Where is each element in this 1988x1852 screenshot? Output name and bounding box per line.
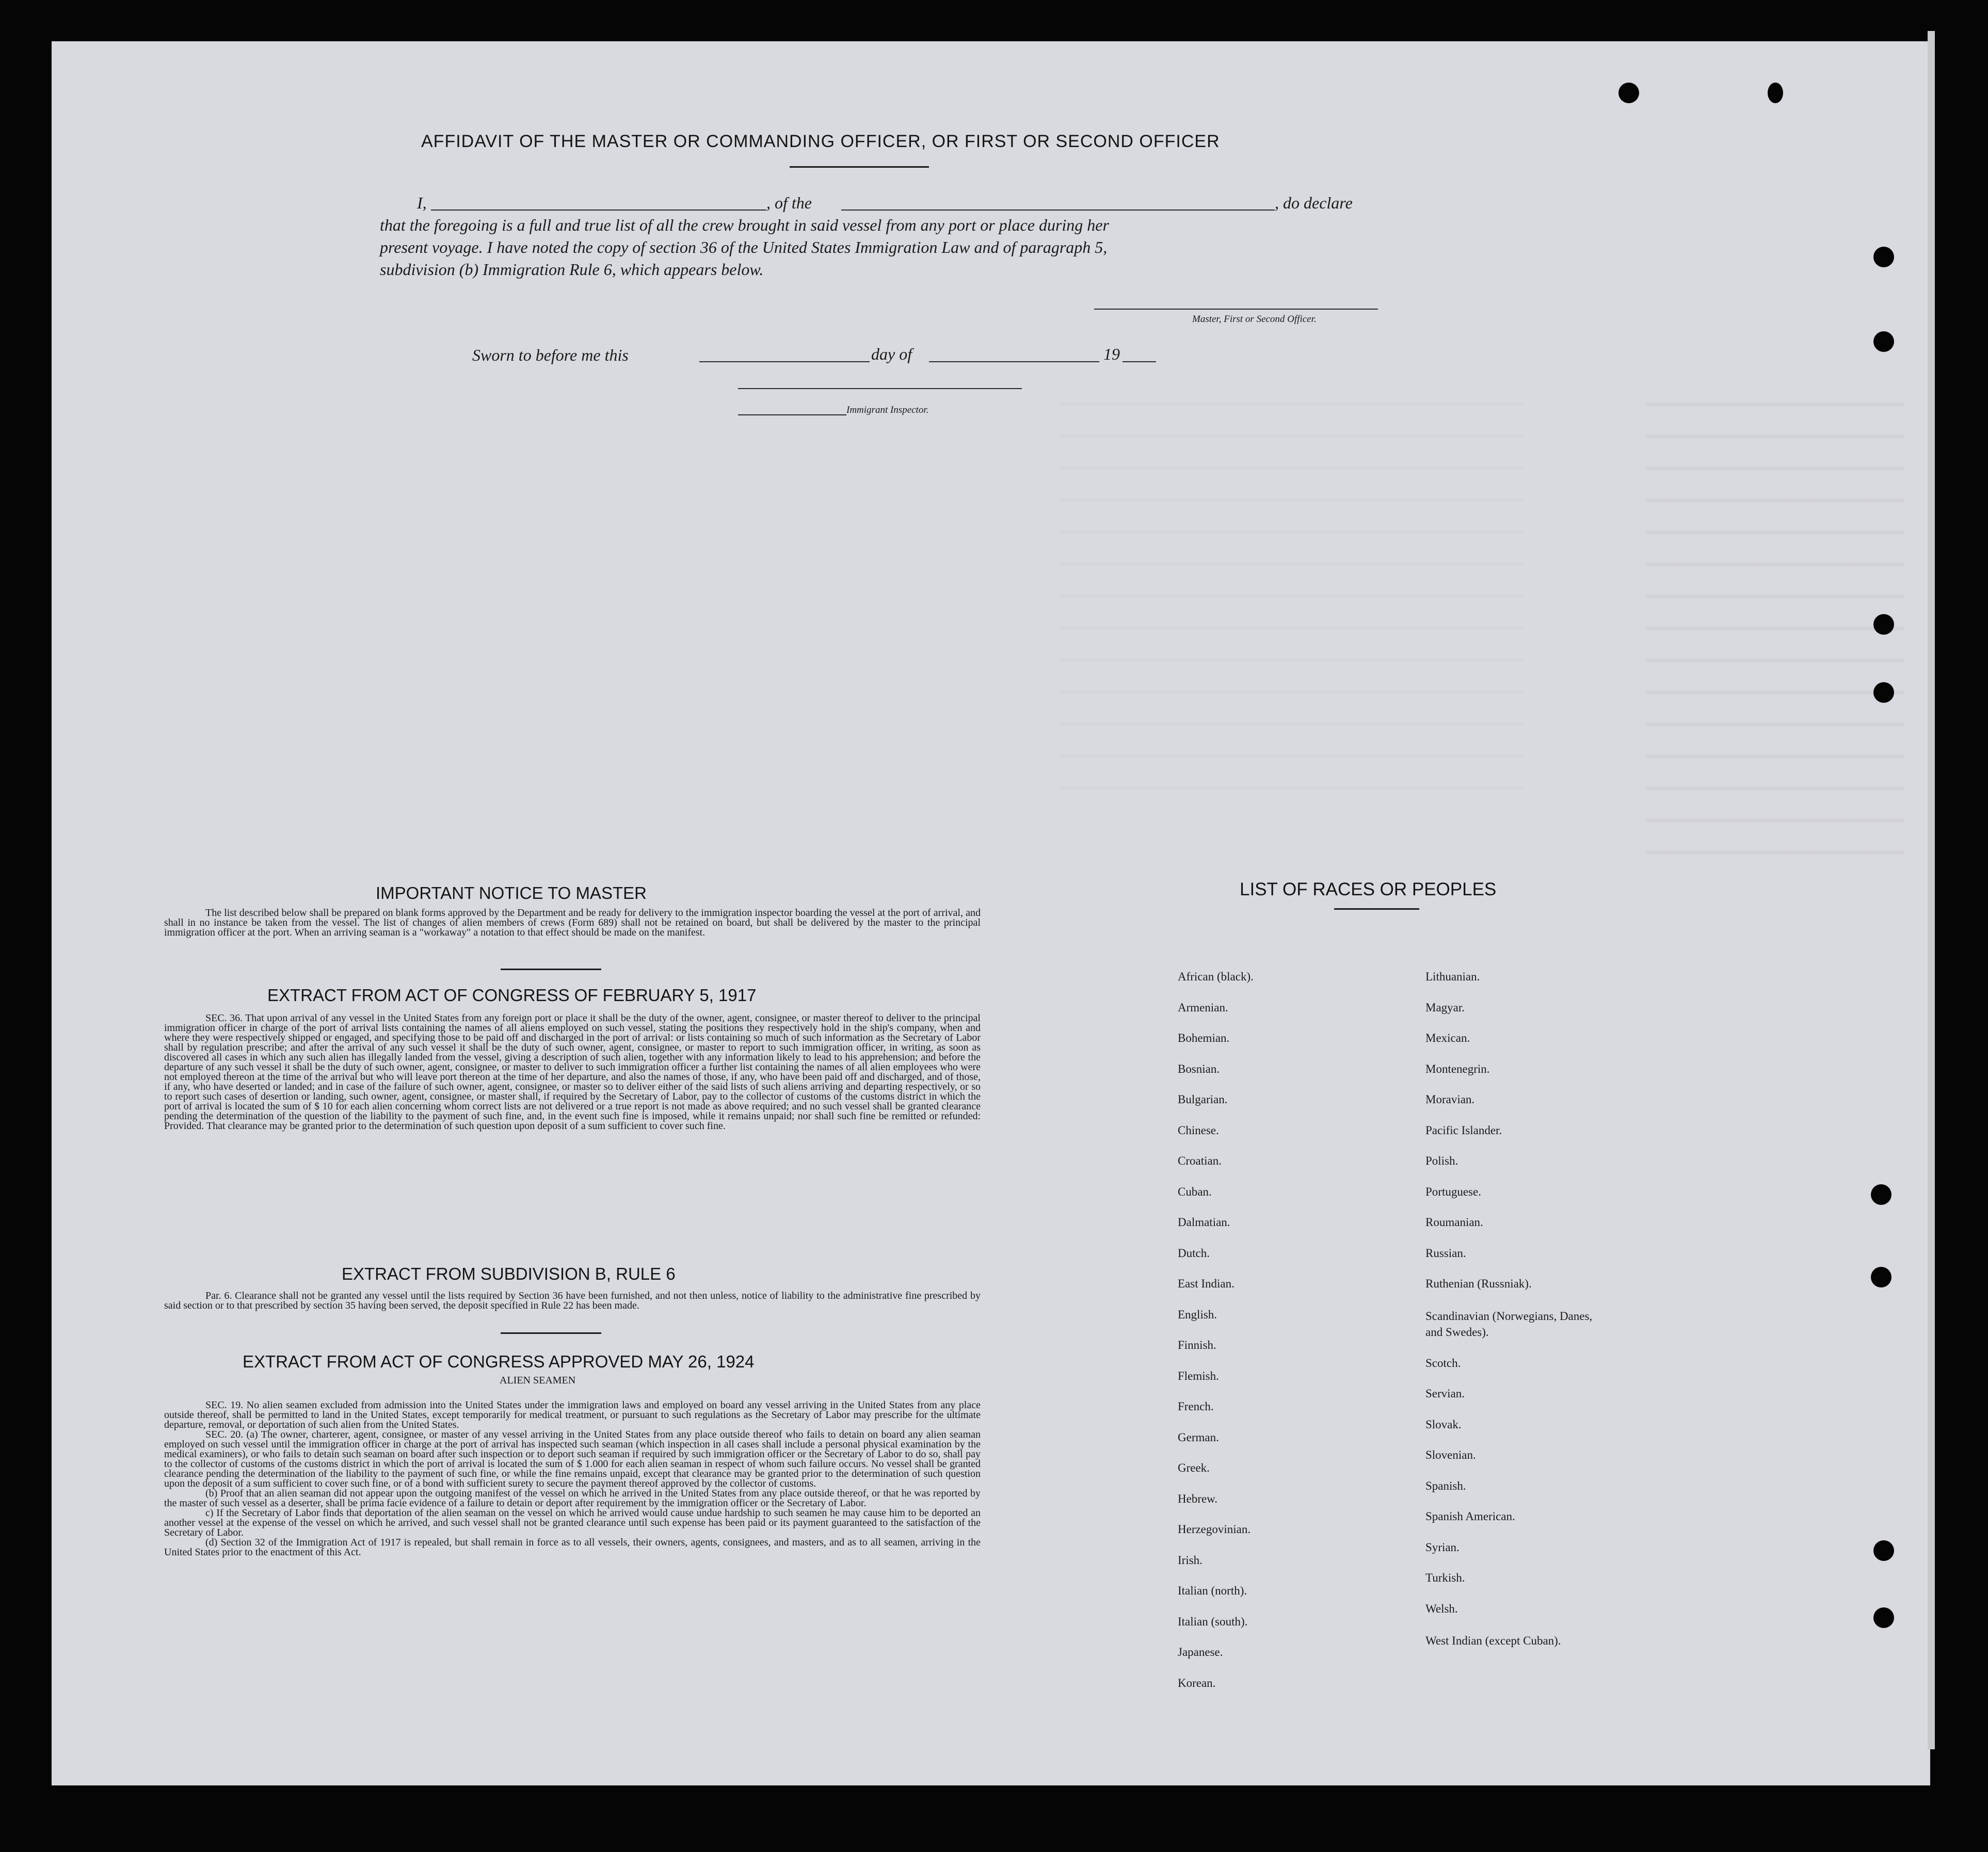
declaration-line-3: present voyage. I have noted the copy of section 36 of the United States Immigration Law and of paragraph 5, (380, 238, 1108, 256)
vessel-blank[interactable] (841, 210, 1275, 211)
extract-1924-title: EXTRACT FROM ACT OF CONGRESS APPROVED MAY 26, 1924 (243, 1352, 755, 1371)
race-item: Finnish. (1178, 1339, 1216, 1351)
section-20c-text: c) If the Secretary of Labor finds that deportation of the alien seaman on the vessel on which he arrived would cause undue hardship to such seamen he may cause him to be deported an another vessel at the expense of the vessel on which he arrived, and such vessel shall not be granted clearance until such expense has been paid or its payment guaranteed to the satisfaction of the Secretary of Labor. (164, 1507, 981, 1538)
race-item: Roumanian. (1425, 1216, 1483, 1229)
race-item: German. (1178, 1430, 1219, 1444)
race-item: Hebrew. (1178, 1492, 1218, 1505)
race-item: Irish. (1178, 1553, 1203, 1567)
declare-suffix: , do declare (1275, 194, 1353, 212)
races-title: LIST OF RACES OR PEOPLES (1240, 879, 1497, 899)
inspector-signature-line[interactable] (738, 388, 1022, 389)
year-blank[interactable] (1123, 361, 1156, 362)
race-item: East Indian. (1178, 1277, 1235, 1290)
section-36-text: SEC. 36. That upon arrival of any vessel in the United States from any foreign port or place it shall be the duty of the owner, agent, consignee, or master thereof to deliver to the principal immigration officer in charge of the port of arrival lists containing the names of all aliens employed on such vessel, stating the positions they respectively hold in the ship's company, when and where they were respectively shipped or engaged, and specifying those to be paid off and discharged in the port of arrival: or lists containing so much of such information as the Secretary of Labor shall by regulation prescribe; and after the arrival of any such vessel it shall be the duty of such owner, agent, consignee, or master to report to such immigration officer, in writing, as soon as discovered all cases in which any such alien has illegally landed from the vessel, giving a description of such alien, together with any information likely to lead to his apprehension; and before the departure of any such vessel it shall be the duty of such owner, agent, consignee, or master to deliver to such immigration officer a further list containing the names of all alien employees who were not employed thereon at the time of the arrival but who will leave port thereon at the time of her departure, and also the names of those, if any, who have been paid off and discharged, and of those, if any, who have deserted or landed; and in case of the failure of such owner, agent, consignee, or master so to deliver either of the said lists of such aliens arriving and departing respectively, or so to report such cases of desertion or landing, such owner, agent, consignee, or master shall, if required by the Secretary of Labor, pay to the collector of customs of the customs district in which the port of arrival is located the sum of $ 10 for each alien concerning whom correct lists are not delivered or a true report is not made as above required; and no such vessel shall be granted clearance pending the determination of the question of the liability to the payment of such fine, and, in the event such fine is imposed, while it remains unpaid; nor shall such fine be remitted or refunded: Provided. That clearance may be granted prior to the determination of such question upon deposit of a sum sufficient to cover such fine. (164, 1012, 981, 1132)
race-item: Herzegovinian. (1178, 1523, 1251, 1536)
divider (501, 1332, 601, 1334)
punch-hole (1873, 247, 1894, 267)
alien-seamen-subtitle: ALIEN SEAMEN (500, 1375, 576, 1386)
punch-hole (1871, 1184, 1891, 1205)
title-underline (790, 166, 929, 168)
race-item: Korean. (1178, 1676, 1216, 1689)
section-20d-text: (d) Section 32 of the Immigration Act of 1917 is repealed, but shall remain in force as to all vessels, their owners, agents, consignees, and masters, and as to all seamen, arriving in the United States prior to the enactment of this Act. (164, 1537, 981, 1558)
race-item: Greek. (1178, 1461, 1210, 1474)
race-item: Spanish. (1425, 1479, 1466, 1492)
extract-1917-text (164, 1013, 981, 1131)
punch-hole (1873, 1607, 1894, 1628)
day-of-text: day of (871, 345, 912, 363)
race-item: English. (1178, 1308, 1217, 1321)
affidavit-title: AFFIDAVIT OF THE MASTER OR COMMANDING OFFICER, OR FIRST OR SECOND OFFICER (421, 132, 1220, 151)
punch-hole (1768, 83, 1783, 103)
paragraph-6-text: Par. 6. Clearance shall not be granted any vessel until the lists required by Section 36 have been furnished, and not then unless, notice of liability to the administrative fine prescribed by said section or to that prescribed by section 35 having been served, the deposit specified in Rule 22 has been made. (164, 1290, 981, 1311)
sworn-month-blank[interactable] (929, 361, 1099, 362)
race-item: Flemish. (1178, 1369, 1219, 1382)
race-item: Dalmatian. (1178, 1216, 1230, 1229)
notice-text (164, 908, 981, 938)
race-item: Scotch. (1425, 1356, 1461, 1370)
race-item: Montenegrin. (1425, 1062, 1490, 1075)
race-item: Croatian. (1178, 1154, 1222, 1167)
race-item: Polish. (1425, 1154, 1458, 1167)
sworn-text: Sworn to before me this (472, 346, 629, 364)
race-item: Slovenian. (1425, 1448, 1476, 1461)
race-item: Bosnian. (1178, 1062, 1220, 1075)
inspector-short-line[interactable] (738, 414, 846, 415)
race-item: Syrian. (1425, 1540, 1460, 1554)
punch-hole (1873, 1540, 1894, 1561)
page-edge (1928, 31, 1935, 1749)
extract-1917-title: EXTRACT FROM ACT OF CONGRESS OF FEBRUARY 5, 1917 (267, 986, 757, 1005)
race-item: Russian. (1425, 1246, 1466, 1260)
notice-paragraph: The list described below shall be prepared on blank forms approved by the Department and be ready for delivery to the immigration inspector boarding the vessel at the port of arrival, and shall in no instance be taken from the vessel. The list of changes of alien members of crews (Form 689) shall not be retained on board, but shall be delivered by the master to the principal immigration officer at the port. When an arriving seaman is a "workaway" a notation to that effect should be made on the manifest. (164, 907, 981, 938)
section-19-text: SEC. 19. No alien seamen excluded from admission into the United States under the immigration laws and employed on board any vessel arriving in the United States from any place outside thereof, shall be permitted to land in the United States, except temporarily for medical treatment, or pursuant to such regulations as the Secretary of Labor may prescribe for the ultimate departure, removal, or deportation of such alien from the United States. (164, 1399, 981, 1430)
race-item: Lithuanian. (1425, 970, 1480, 983)
bleed-through-text (1646, 402, 1904, 867)
extract-rule6-text (164, 1291, 981, 1311)
race-item: Italian (south). (1178, 1615, 1248, 1628)
bleed-through-text (1058, 402, 1522, 815)
section-20a-text: SEC. 20. (a) The owner, charterer, agent, consignee, or master of any vessel arriving in the United States from any place outside thereof who fails to detain on board any alien seaman employed on such vessel until the immigration officer in charge at the port of arrival has inspected such seaman (which inspection in all cases shall include a personal physical examination by the medical examiners), or who fails to detain such seaman on board after such inspection or to deport such seaman if required by such immigration officer or the Secretary of Labor to do so, shall pay to the collector of customs of the customs district in which the port of arrival is located the sum of $ 1.000 for each alien seaman in respect of whom such failure occurs. No vessel shall be granted clearance pending the determination of the liability to the payment of such fine, or while the fine remains unpaid, except that clearance may be granted prior to the determination of such question upon the deposit of a sum sufficient to cover such fine, or of a bond with sufficient surety to secure the payment thereof approved by the collector of customs. (164, 1429, 981, 1489)
punch-hole (1873, 614, 1894, 635)
race-item: Cuban. (1178, 1185, 1212, 1198)
punch-hole (1873, 331, 1894, 352)
race-item: Welsh. (1425, 1602, 1458, 1615)
race-item: Chinese. (1178, 1123, 1219, 1137)
race-item: Portuguese. (1425, 1185, 1481, 1198)
inspector-label: Immigrant Inspector. (846, 405, 929, 415)
race-item: Bohemian. (1178, 1032, 1230, 1044)
race-item: Mexican. (1425, 1032, 1470, 1044)
race-item: Italian (north). (1178, 1584, 1247, 1597)
race-item: Ruthenian (Russniak). (1425, 1277, 1532, 1290)
divider (501, 969, 601, 970)
declaration-line-4: subdivision (b) Immigration Rule 6, which appears below. (380, 260, 764, 279)
race-item: French. (1178, 1400, 1214, 1413)
punch-hole (1618, 83, 1639, 103)
race-item: Japanese. (1178, 1646, 1223, 1658)
document-page (52, 41, 1930, 1785)
race-item: Slovak. (1425, 1418, 1462, 1431)
race-item: Turkish. (1425, 1571, 1465, 1584)
punch-hole (1873, 682, 1894, 703)
extract-rule6-title: EXTRACT FROM SUBDIVISION B, RULE 6 (342, 1264, 676, 1283)
races-title-underline (1334, 908, 1419, 910)
declare-i: I, (417, 194, 427, 212)
races-right-column (1425, 970, 1611, 1681)
race-item: Servian. (1425, 1387, 1465, 1400)
notice-title: IMPORTANT NOTICE TO MASTER (376, 883, 647, 903)
race-item: Spanish American. (1425, 1510, 1515, 1523)
punch-hole (1871, 1267, 1891, 1287)
race-item: Magyar. (1425, 1001, 1465, 1014)
race-item: Moravian. (1425, 1093, 1475, 1106)
race-item: Pacific Islander. (1425, 1123, 1502, 1137)
races-left-column (1178, 970, 1254, 1707)
year-prefix: 19 (1103, 345, 1120, 363)
race-item: West Indian (except Cuban). (1425, 1634, 1561, 1647)
race-item: Bulgarian. (1178, 1093, 1228, 1106)
signature-label: Master, First or Second Officer. (1192, 314, 1317, 325)
section-20b-text: (b) Proof that an alien seaman did not appear upon the outgoing manifest of the vessel on which he arrived in the United States from any place outside thereof, or that he was reported by the master of such vessel as a deserter, shall be prima facie evidence of a failure to detain or deport after requirement by the immigration officer or the Secretary of Labor. (164, 1488, 981, 1509)
race-item: African (black). (1178, 970, 1254, 983)
declare-of-the: , of the (766, 194, 812, 212)
race-item: Armenian. (1178, 1001, 1228, 1014)
race-item: Scandinavian (Norwegians, Danes, and Swedes). (1425, 1309, 1593, 1339)
extract-1924-text (164, 1400, 981, 1557)
sworn-day-blank[interactable] (699, 361, 870, 362)
declaration-line-2: that the foregoing is a full and true list of all the crew brought in said vessel from any port or place during her (380, 216, 1109, 234)
race-item: Dutch. (1178, 1246, 1210, 1260)
name-blank[interactable] (431, 210, 766, 211)
signature-line[interactable] (1094, 309, 1378, 310)
